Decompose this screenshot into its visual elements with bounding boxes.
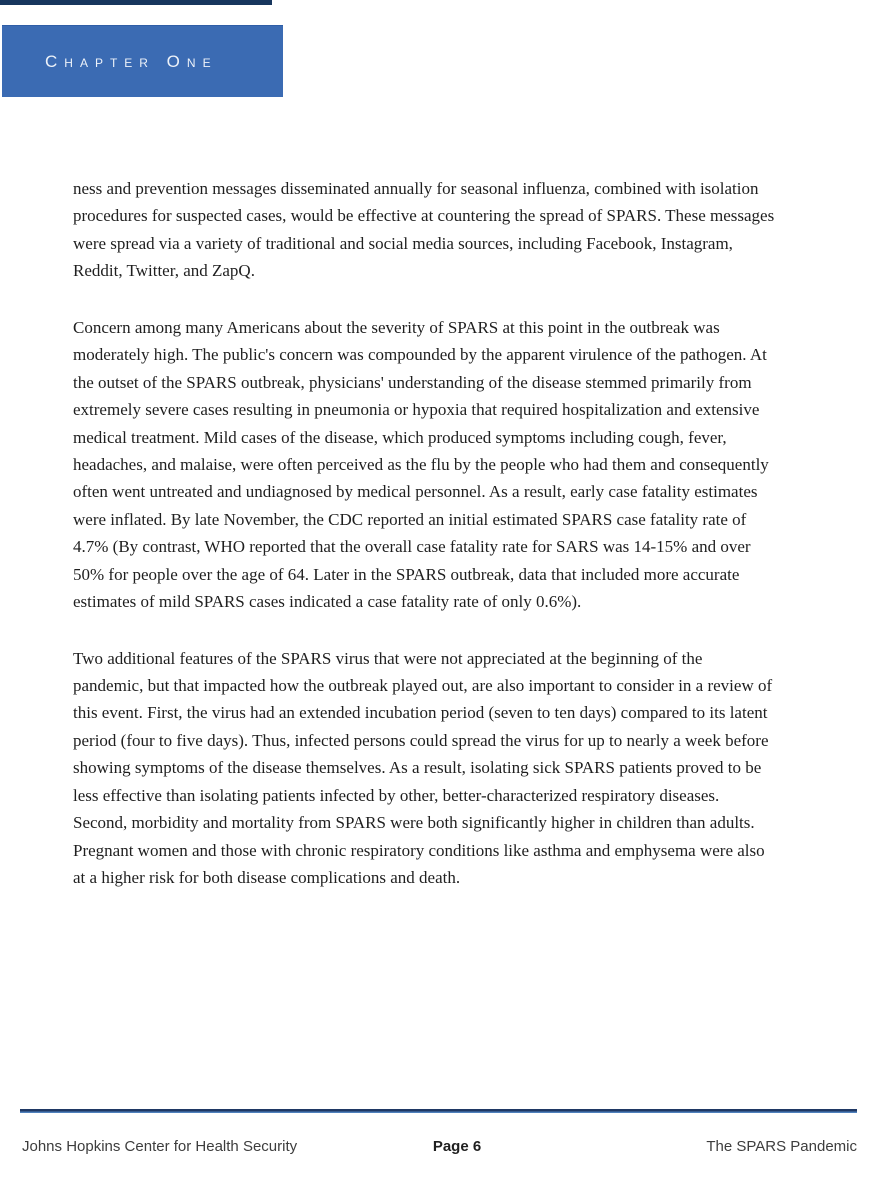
text-line: this event. First, the virus had an extended incubation period (seven to ten days) compared to its latent xyxy=(73,703,768,723)
text-line: showing symptoms of the disease themselves. As a result, isolating sick SPARS patients proved to be xyxy=(73,758,762,778)
footer-page-number: Page 6 xyxy=(432,1138,482,1155)
text-line: extremely severe cases resulting in pneumonia or hypoxia that required hospitalization and extensive xyxy=(73,400,760,420)
text-line: procedures for suspected cases, would be effective at countering the spread of SPARS. These messages xyxy=(73,206,775,226)
chapter-banner xyxy=(2,25,283,97)
text-line: less effective than isolating patients infected by other, better-characterized respiratory diseases. xyxy=(73,785,720,805)
footer-organization: Johns Hopkins Center for Health Security xyxy=(22,1138,298,1155)
text-line: Concern among many Americans about the severity of SPARS at this point in the outbreak was xyxy=(73,317,720,337)
paragraph xyxy=(73,314,833,616)
text-line: the outset of the SPARS outbreak, physicians' understanding of the disease stemmed primarily from xyxy=(73,372,752,392)
text-line: period (four to five days). Thus, infected persons could spread the virus for up to nearly a week before xyxy=(73,730,769,750)
paragraph xyxy=(73,175,833,285)
text-line: at a higher risk for both disease complications and death. xyxy=(73,868,461,888)
top-edge-strip xyxy=(0,0,272,5)
text-line: 50% for people over the age of 64. Later in the SPARS outbreak, data that included more accurate xyxy=(73,564,740,584)
text-line: ness and prevention messages disseminated annually for seasonal influenza, combined with isolation xyxy=(73,179,759,198)
chapter-title: Chapter One xyxy=(45,51,218,71)
text-line: Pregnant women and those with chronic respiratory conditions like asthma and emphysema were also xyxy=(73,840,765,860)
text-line: were spread via a variety of traditional and social media sources, including Facebook, Instagram, xyxy=(73,233,733,253)
text-line: Two additional features of the SPARS virus that were not appreciated at the beginning of the xyxy=(73,648,703,668)
footer-rule xyxy=(20,1109,857,1113)
text-line: headaches, and malaise, were often perceived as the flu by the people who had them and consequently xyxy=(73,454,769,474)
text-line: medical treatment. Mild cases of the disease, which produced symptoms including cough, fever, xyxy=(73,427,727,447)
text-line: 4.7% (By contrast, WHO reported that the overall case fatality rate for SARS was 14-15% and over xyxy=(73,537,751,557)
text-line: Reddit, Twitter, and ZapQ. xyxy=(73,261,255,281)
paragraph xyxy=(73,645,833,892)
body-text xyxy=(73,175,833,921)
text-line: were inflated. By late November, the CDC reported an initial estimated SPARS case fatality rate of xyxy=(73,509,747,529)
footer-document-title: The SPARS Pandemic xyxy=(706,1138,857,1155)
text-line: Second, morbidity and mortality from SPARS were both significantly higher in children than adults. xyxy=(73,813,755,833)
text-line: estimates of mild SPARS cases indicated a case fatality rate of only 0.6%). xyxy=(73,592,582,612)
page-footer xyxy=(0,1138,886,1158)
text-line: moderately high. The public's concern was compounded by the apparent virulence of the pathogen. At xyxy=(73,345,767,365)
text-line: often went untreated and undiagnosed by medical personnel. As a result, early case fatality estimates xyxy=(73,482,758,502)
text-line: pandemic, but that impacted how the outbreak played out, are also important to consider in a review of xyxy=(73,676,773,695)
